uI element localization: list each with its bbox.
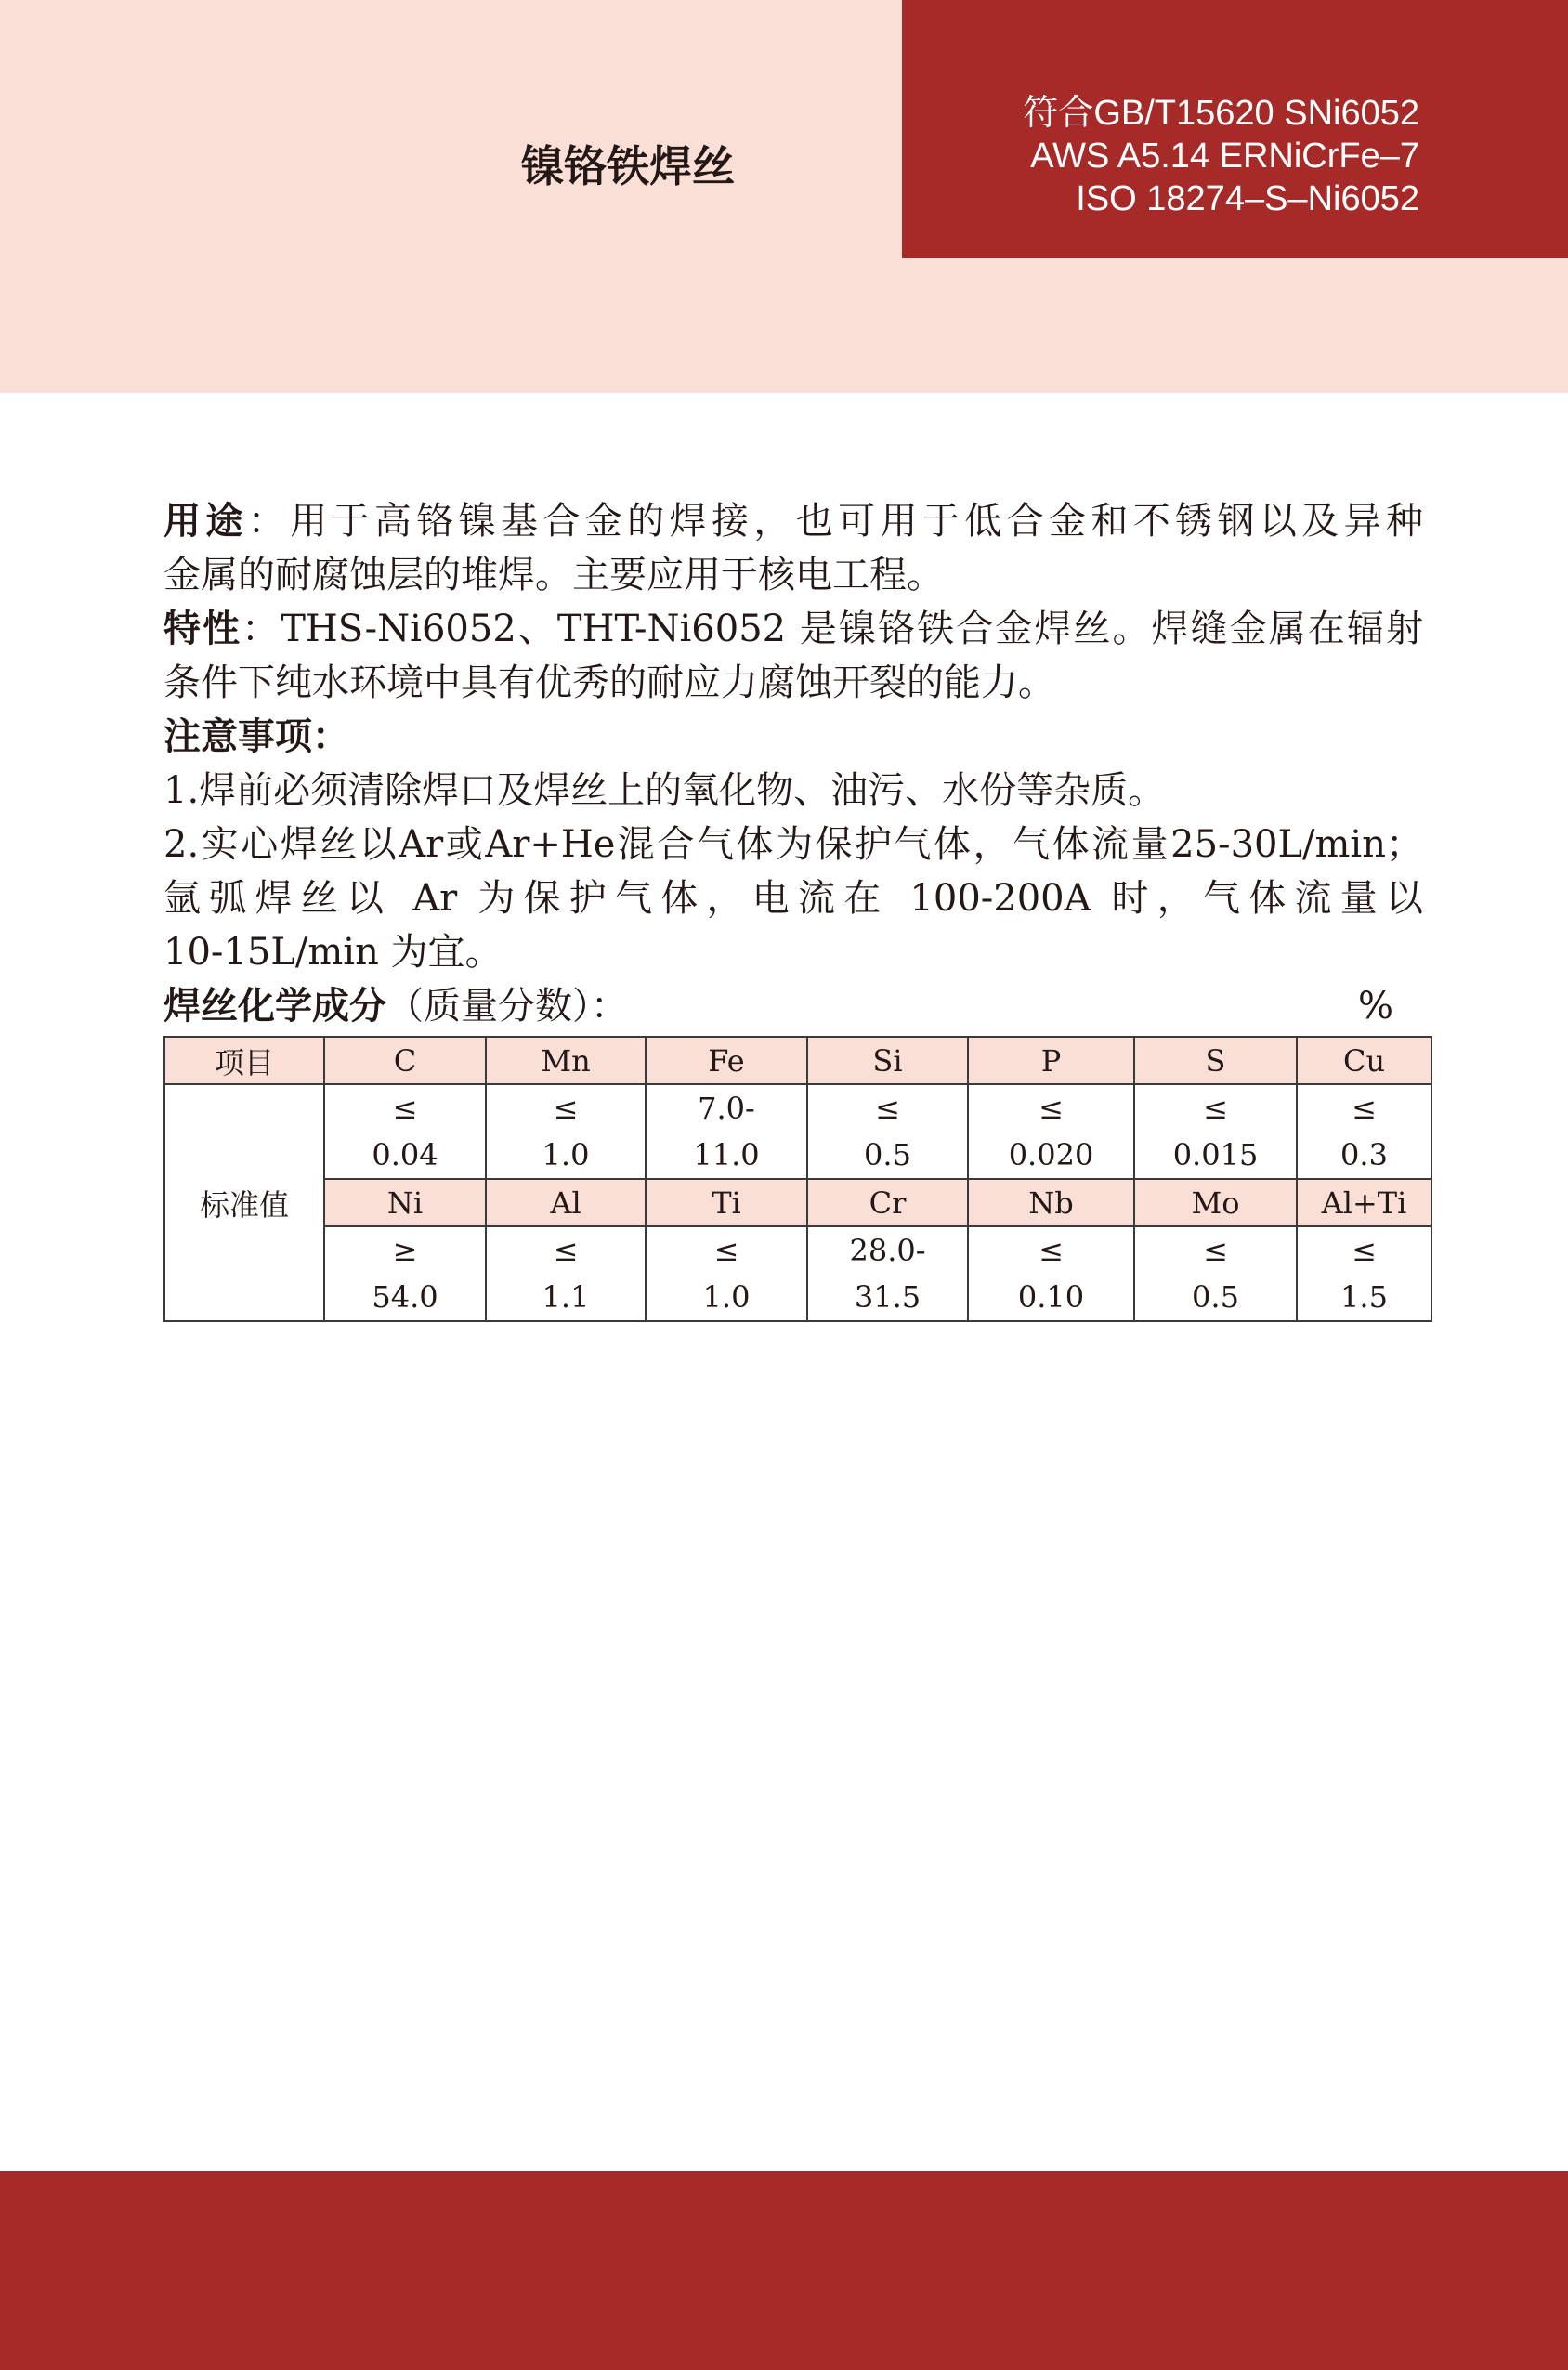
properties-line: [163, 656, 1423, 710]
value-cell: ≤ 0.04: [324, 1084, 486, 1179]
element-header: C: [324, 1037, 486, 1084]
note-text: 1.焊前必须清除焊口及焊丝上的氧化物、油污、水份等杂质。: [163, 769, 1166, 812]
properties-text: ：THS-Ni6052、THT-Ni6052 是镍铬铁合金焊丝。焊缝金属在辐射: [242, 608, 1423, 650]
element-header: Cu: [1297, 1037, 1431, 1084]
element-header: Mo: [1134, 1179, 1297, 1226]
composition-suffix: （质量分数）：: [386, 985, 628, 1028]
value-cell: ≤ 0.5: [807, 1084, 968, 1179]
value-cell: ≤ 0.015: [1134, 1084, 1297, 1179]
properties-text: 条件下纯水环境中具有优秀的耐应力腐蚀开裂的能力。: [163, 661, 1055, 704]
value-cell: 7.0- 11.0: [646, 1084, 807, 1179]
note-text: 2.实心焊丝以Ar或Ar+He混合气体为保护气体，气体流量25-30L/min；: [163, 823, 1423, 866]
value-cell: ≤ 0.10: [968, 1226, 1134, 1321]
composition-label: 焊丝化学成分: [163, 985, 386, 1028]
note-item-2-cont: [163, 925, 1423, 979]
value-cell: ≤ 0.020: [968, 1084, 1134, 1179]
notes-heading: [163, 710, 1423, 764]
element-header: P: [968, 1037, 1134, 1084]
properties-label: 特性: [163, 608, 242, 650]
value-cell: ≤ 0.5: [1134, 1226, 1297, 1321]
composition-heading: [163, 979, 1423, 1033]
note-item-2: [163, 818, 1423, 871]
value-cell: ≤ 1.5: [1297, 1226, 1431, 1321]
composition-unit: %: [1357, 985, 1393, 1028]
standards-list: [1023, 92, 1419, 220]
usage-line: [163, 494, 1423, 548]
element-header: Cr: [807, 1179, 968, 1226]
element-header: S: [1134, 1037, 1297, 1084]
composition-table: [163, 1036, 1432, 1322]
value-cell: ≤ 0.3: [1297, 1084, 1431, 1179]
element-header: Si: [807, 1037, 968, 1084]
element-header: Nb: [968, 1179, 1134, 1226]
usage-text: 金属的耐腐蚀层的堆焊。主要应用于核电工程。: [163, 554, 944, 596]
note-item-2-cont: [163, 871, 1423, 925]
standards-box: [902, 0, 1568, 258]
usage-line: [163, 548, 1423, 602]
standard-aws: AWS A5.14 ERNiCrFe–7: [1030, 137, 1419, 176]
element-header: Mn: [486, 1037, 646, 1084]
element-header: Fe: [646, 1037, 807, 1084]
table-row: [164, 1084, 1431, 1179]
product-title: 镍铬铁焊丝: [521, 141, 735, 191]
value-cell: 28.0- 31.5: [807, 1226, 968, 1321]
element-header: Al+Ti: [1297, 1179, 1431, 1226]
value-cell: ≤ 1.1: [486, 1226, 646, 1321]
element-header: Al: [486, 1179, 646, 1226]
element-header: Ni: [324, 1179, 486, 1226]
table-header-row: [164, 1037, 1431, 1084]
usage-text: ：用于高铬镍基合金的焊接，也可用于低合金和不锈钢以及异种: [247, 500, 1424, 543]
footer-band: [0, 2171, 1568, 2370]
note-item-1: [163, 764, 1423, 818]
composition-title: [163, 979, 628, 1033]
value-cell: ≥ 54.0: [324, 1226, 486, 1321]
table-header-row-2: [164, 1179, 1431, 1226]
standard-iso: ISO 18274–S–Ni6052: [1076, 179, 1419, 218]
note-text: 10-15L/min 为宜。: [163, 931, 503, 974]
description: [163, 494, 1423, 1033]
note-text: 氩弧焊丝以 Ar 为保护气体，电流在 100-200A 时，气体流量以: [163, 877, 1423, 920]
standard-gb: 符合GB/T15620 SNi6052: [1023, 94, 1419, 133]
properties-line: [163, 602, 1423, 656]
value-cell: ≤ 1.0: [486, 1084, 646, 1179]
value-cell: ≤ 1.0: [646, 1226, 807, 1321]
element-header: Ti: [646, 1179, 807, 1226]
table-row: [164, 1226, 1431, 1321]
standard-value-label: 标准值: [164, 1084, 324, 1321]
notes-label: 注意事项：: [163, 715, 349, 758]
item-header: 项目: [164, 1037, 324, 1084]
usage-label: 用途: [163, 500, 248, 543]
